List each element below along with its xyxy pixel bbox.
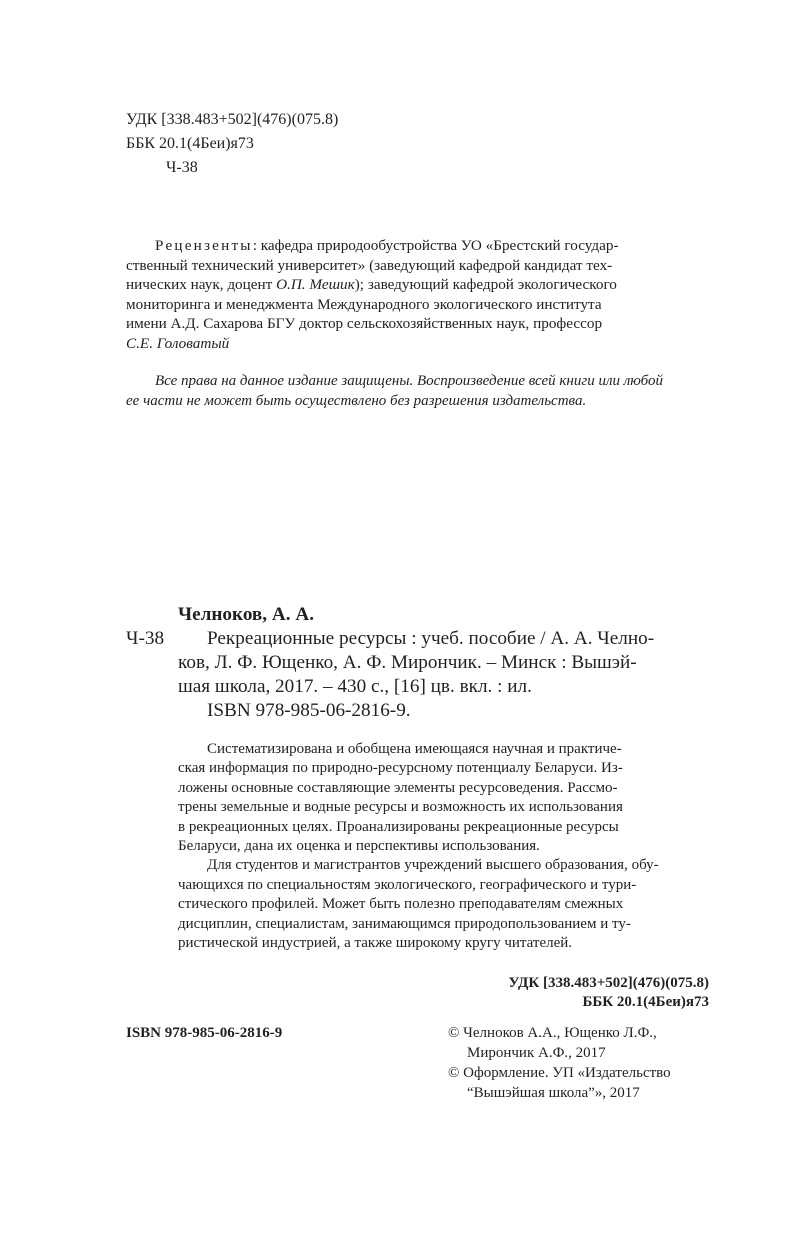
catalog-author: Челноков, А. А.	[178, 604, 314, 625]
catalog-mark: Ч-38	[126, 628, 165, 649]
isbn-footer: ISBN 978-985-06-2816-9	[126, 1025, 283, 1041]
abstract-p1-line: трены земельные и водные ресурсы и возможность их использования	[178, 799, 623, 816]
copyright-design-cont: “Вышэйшая школа”», 2017	[467, 1085, 640, 1101]
reviewers-line-1-text: : кафедра природообустройства УО «Брестский государ-	[252, 237, 619, 254]
reviewers-label: Рецензенты	[155, 237, 253, 254]
copyright-authors: © Челноков А.А., Ющенко Л.Ф.,	[448, 1025, 657, 1041]
rights-line-2: ее части не может быть осуществлено без разрешения издательства.	[126, 393, 587, 409]
reviewer-name-golovaty: С.Е. Головатый	[126, 334, 230, 352]
abstract-p2-line: дисциплин, специалистам, занимающимся природопользованием и ту-	[178, 915, 631, 932]
bbk-top: ББК 20.1(4Беи)я73	[126, 135, 254, 152]
abstract	[178, 740, 659, 953]
reviewers-line-1	[126, 236, 710, 256]
reviewers-line-3	[126, 275, 710, 295]
copyright-design: © Оформление. УП «Издательство	[448, 1065, 671, 1081]
reviewer-name-meshik: О.П. Мешик	[276, 276, 355, 294]
rights-notice	[126, 371, 663, 411]
abstract-p1-line: Беларуси, дана их оценка и перспективы использования.	[178, 838, 540, 855]
abstract-p1-line: ложены основные составляющие элементы ресурсоведения. Рассмо-	[178, 779, 618, 796]
abstract-p2-line: Для студентов и магистрантов учреждений высшего образования, обу-	[207, 857, 659, 874]
abstract-p1-line: Систематизирована и обобщена имеющаяся научная и практиче-	[207, 741, 622, 757]
copyright-authors-cont: Мирончик А.Ф., 2017	[467, 1045, 606, 1061]
reviewers-line-3-pre: нических наук, доцент	[126, 276, 277, 294]
catalog-line-3: шая школа, 2017. – 430 с., [16] цв. вкл. : ил.	[178, 676, 532, 697]
rights-line-1: Все права на данное издание защищены. Воспроизведение всей книги или любой	[155, 373, 664, 389]
author-mark-top: Ч-38	[166, 159, 198, 176]
udk-footer: УДК [338.483+502](476)(075.8)	[508, 975, 709, 991]
abstract-p1-line: в рекреационных целях. Проанализированы рекреационные ресурсы	[178, 818, 619, 835]
abstract-p2-line: стического профилей. Может быть полезно преподавателям смежных	[178, 896, 624, 913]
catalog-isbn: ISBN 978-985-06-2816-9.	[207, 700, 411, 721]
reviewers-line-3-post: ); заведующий кафедрой экологического	[354, 276, 617, 294]
reviewers-line-2: ственный технический университет» (заведующий кафедрой кандидат тех-	[126, 256, 613, 274]
abstract-p1-line: ская информация по природно-ресурсному потенциалу Беларуси. Из-	[178, 760, 623, 777]
reviewers-block	[126, 236, 710, 354]
catalog-line-2: ков, Л. Ф. Ющенко, А. Ф. Мирончик. – Минск : Вышэй-	[178, 652, 637, 673]
abstract-p2-line: ристической индустрией, а также широкому кругу читателей.	[178, 935, 573, 952]
reviewers-line-4: мониторинга и менеджмента Международного экологического института	[126, 295, 602, 313]
abstract-p2-line: чающихся по специальностям экологического, географического и тури-	[178, 876, 637, 893]
catalog-line-1: Рекреационные ресурсы : учеб. пособие / А. А. Челно-	[207, 628, 655, 649]
reviewers-line-5: имени А.Д. Сахарова БГУ доктор сельскохозяйственных наук, профессор	[126, 315, 603, 333]
bbk-footer: ББК 20.1(4Беи)я73	[582, 994, 709, 1010]
udk-top: УДК [338.483+502](476)(075.8)	[126, 111, 339, 128]
